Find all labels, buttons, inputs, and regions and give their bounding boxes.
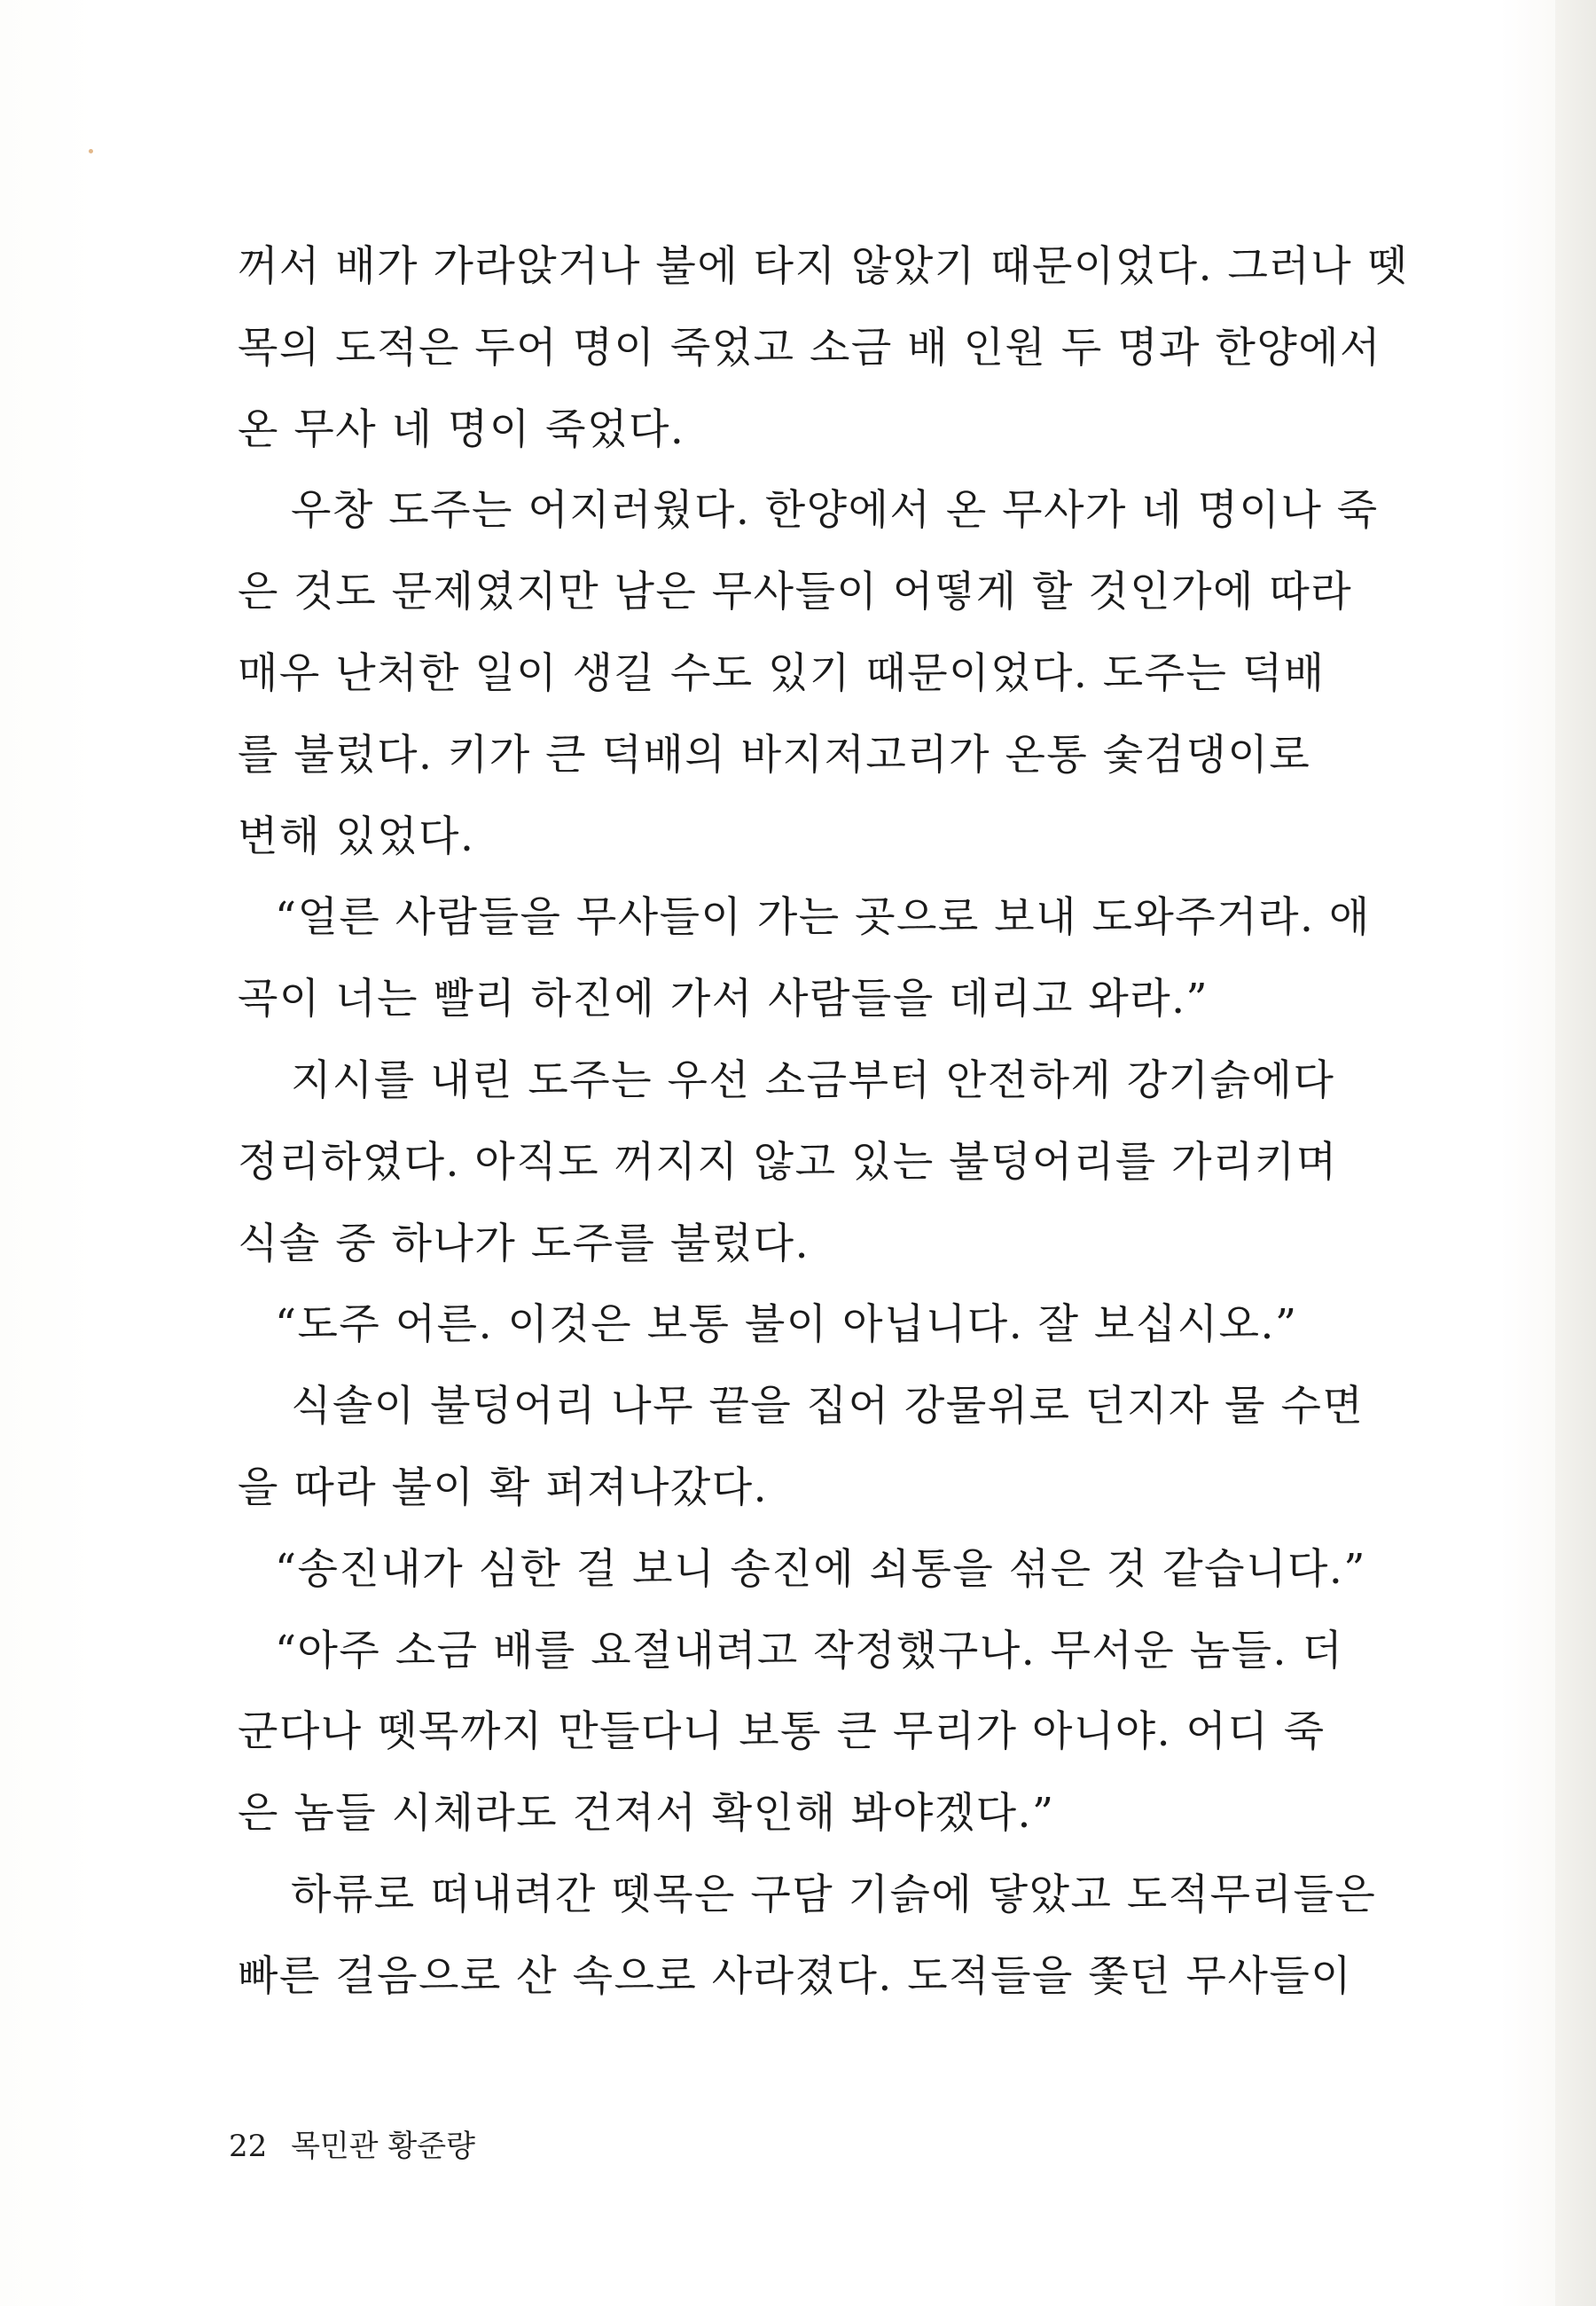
text-line: “얼른 사람들을 무사들이 가는 곳으로 보내 도와주거라. 애 [275, 893, 1371, 943]
text-line: 꺼서 배가 가라앉거나 불에 타지 않았기 때문이었다. 그러나 뗏 [238, 242, 1409, 291]
text-line: 을 따라 불이 확 퍼져나갔다. [238, 1463, 769, 1512]
page-number: 22 [229, 2129, 268, 2164]
page-footer [229, 2122, 475, 2165]
text-line: “아주 소금 배를 요절내려고 작정했구나. 무서운 놈들. 더 [275, 1626, 1344, 1675]
text-line: 곡이 너는 빨리 하진에 가서 사람들을 데리고 와라.” [238, 975, 1209, 1024]
text-line: 군다나 뗏목까지 만들다니 보통 큰 무리가 아니야. 어디 죽 [238, 1707, 1326, 1757]
text-line: 변해 있었다. [238, 812, 475, 861]
text-line: 은 놈들 시체라도 건져서 확인해 봐야겠다.” [238, 1789, 1055, 1839]
text-line: 를 불렀다. 키가 큰 덕배의 바지저고리가 온통 숯검댕이로 [238, 730, 1311, 780]
text-line: 식솔 중 하나가 도주를 불렀다. [238, 1219, 810, 1268]
text-line: “송진내가 심한 걸 보니 송진에 쇠통을 섞은 것 같습니다.” [275, 1544, 1366, 1594]
text-line: 매우 난처한 일이 생길 수도 있기 때문이었다. 도주는 덕배 [238, 648, 1326, 698]
text-line: 하류로 떠내려간 뗏목은 구담 기슭에 닿았고 도적무리들은 [291, 1870, 1377, 1919]
text-line: 빠른 걸음으로 산 속으로 사라졌다. 도적들을 쫓던 무사들이 [238, 1951, 1353, 2001]
text-line: “도주 어른. 이것은 보통 불이 아닙니다. 잘 보십시오.” [275, 1300, 1298, 1350]
text-line: 정리하였다. 아직도 꺼지지 않고 있는 불덩어리를 가리키며 [238, 1137, 1338, 1187]
body-text [238, 226, 1443, 2018]
text-line: 식솔이 불덩어리 나무 끝을 집어 강물위로 던지자 물 수면 [291, 1382, 1365, 1431]
text-line: 목의 도적은 두어 명이 죽었고 소금 배 인원 두 명과 한양에서 [238, 323, 1382, 373]
text-line: 은 것도 문제였지만 남은 무사들이 어떻게 할 것인가에 따라 [238, 568, 1353, 617]
paper-speck [89, 149, 93, 153]
page-edge-shadow [1555, 0, 1596, 2306]
book-title: 목민관 황준량 [291, 2129, 475, 2164]
text-line: 지시를 내린 도주는 우선 소금부터 안전하게 강기슭에다 [291, 1055, 1335, 1105]
text-line: 온 무사 네 명이 죽었다. [238, 404, 685, 454]
text-line: 우창 도주는 어지러웠다. 한양에서 온 무사가 네 명이나 죽 [291, 486, 1379, 536]
